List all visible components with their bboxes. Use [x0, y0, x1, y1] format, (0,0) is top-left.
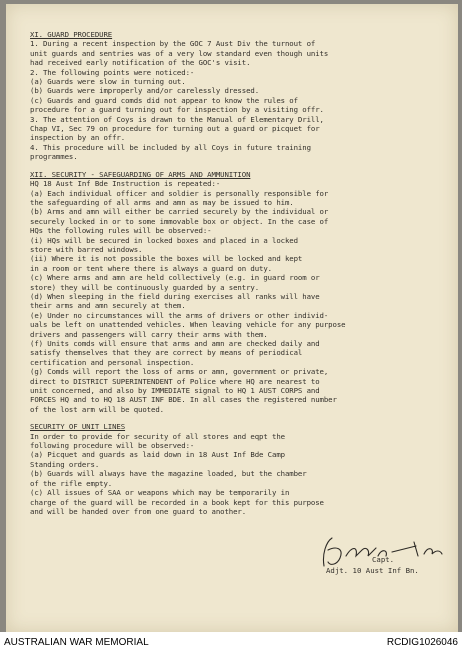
text-line: following procedure will be observed:-: [30, 441, 195, 451]
text-line: had received early notification of the GOC's visit.: [30, 58, 251, 68]
footer-archive-name: AUSTRALIAN WAR MEMORIAL: [4, 637, 149, 648]
text-line: direct to DISTRICT SUPERINTENDENT of Police where HQ are nearest to: [30, 376, 320, 386]
text-line: (i) HQs will be secured in locked boxes and placed in a locked: [30, 235, 298, 245]
text-line: satisfy themselves that they are correct by means of periodical: [30, 348, 303, 358]
text-line: procedure for a guard turning out for inspection by a visiting offr.: [30, 105, 324, 115]
text-line: (c) Guards and guard comds did not appear to know the rules of: [30, 95, 298, 105]
text-line: programmes.: [30, 152, 78, 162]
text-line: (b) Guards were improperly and/or carelessly dressed.: [30, 86, 260, 96]
section-xii-heading: XII. SECURITY - SAFEGUARDING OF ARMS AND AMMUNITION: [30, 169, 251, 179]
text-line: certification and personal inspection.: [30, 357, 195, 367]
text-line: of the rifle empty.: [30, 478, 113, 488]
text-line: (a) Each individual officer and soldier is personally responsible for: [30, 188, 329, 198]
text-line: (c) Where arms and amn are held collectively (e.g. in guard room or: [30, 273, 320, 283]
signatory-rank: Capt.: [372, 555, 395, 564]
text-line: (e) Under no circumstances will the arms of drivers or other individ-: [30, 310, 329, 320]
text-line: and will be handed over from one guard to another.: [30, 506, 247, 516]
text-line: (b) Arms and amn will either be carried securely by the individual or: [30, 207, 329, 217]
text-line: 4. This procedure will be included by all Coys in future training: [30, 142, 311, 152]
text-line: charge of the guard will be recorded in a book kept for this purpose: [30, 497, 324, 507]
text-line: their arms and amn securely at them.: [30, 301, 186, 311]
text-line: FORCES HQ and to HQ 18 AUST INF BDE. In all cases the registered number: [30, 395, 337, 405]
text-line: Standing orders.: [30, 459, 100, 469]
text-line: uals be left on unattended vehicles. When leaving vehicle for any purpose: [30, 320, 346, 330]
text-line: In order to provide for security of all stores and eqpt the: [30, 431, 285, 441]
text-line: 1. During a recent inspection by the GOC 7 Aust Div the turnout of: [30, 39, 316, 49]
footer-record-id: RCDIG1026046: [386, 637, 458, 648]
security-unit-lines-heading: SECURITY OF UNIT LINES: [30, 422, 126, 432]
text-line: drivers and passengers will carry their arms with them.: [30, 329, 268, 339]
text-line: HQ 18 Aust Inf Bde Instruction is repeated:-: [30, 179, 221, 189]
text-line: (g) Comds will report the loss of arms or amn, government or private,: [30, 367, 329, 377]
typed-text-body: [30, 30, 445, 516]
text-line: HQs the following rules will be observed:-: [30, 226, 212, 236]
text-line: of the lost arm will be quoted.: [30, 404, 164, 414]
text-line: securely locked in or to some immovable box or object. In the case of: [30, 216, 329, 226]
text-line: unit concerned, and also by IMMEDIATE signal to HQ 1 AUST CORPS and: [30, 386, 320, 396]
text-line: (d) When sleeping in the field during exercises all ranks will have: [30, 291, 320, 301]
text-line: unit guards and sentries was of a very low standard even though units: [30, 48, 329, 58]
text-line: 3. The attention of Coys is drawn to the Manual of Elementary Drill,: [30, 114, 324, 124]
document-page: [6, 4, 458, 632]
text-line: 2. The following points were noticed:-: [30, 67, 195, 77]
section-gap: [30, 162, 445, 170]
text-line: store with barred windows.: [30, 244, 143, 254]
section-gap: [30, 414, 445, 422]
section-xi-heading: XI. GUARD PROCEDURE: [30, 30, 113, 39]
text-line: in a room or tent where there is always a guard on duty.: [30, 263, 272, 273]
text-line: (f) Units comds will ensure that arms and amn are checked daily and: [30, 339, 320, 348]
text-line: (b) Guards will always have the magazine loaded, but the chamber: [30, 469, 307, 479]
text-line: the safeguarding of all arms and amn as may be issued to him.: [30, 197, 294, 207]
text-line: (ii) Where it is not possible the boxes will be locked and kept: [30, 254, 303, 264]
signatory-appointment: Adjt. 10 Aust Inf Bn.: [326, 566, 419, 575]
text-line: Chap VI, Sec 79 on procedure for turning out a guard or picquet for: [30, 124, 320, 134]
text-line: (a) Guards were slow in turning out.: [30, 77, 186, 87]
text-line: (c) All issues of SAA or weapons which may be temporarily in: [30, 488, 290, 498]
archive-footer: [0, 632, 462, 654]
text-line: (a) Picquet and guards as laid down in 18 Aust Inf Bde Camp: [30, 450, 285, 460]
text-line: inspection by an offr.: [30, 133, 126, 143]
text-line: store) they will be continuously guarded by a sentry.: [30, 282, 260, 292]
